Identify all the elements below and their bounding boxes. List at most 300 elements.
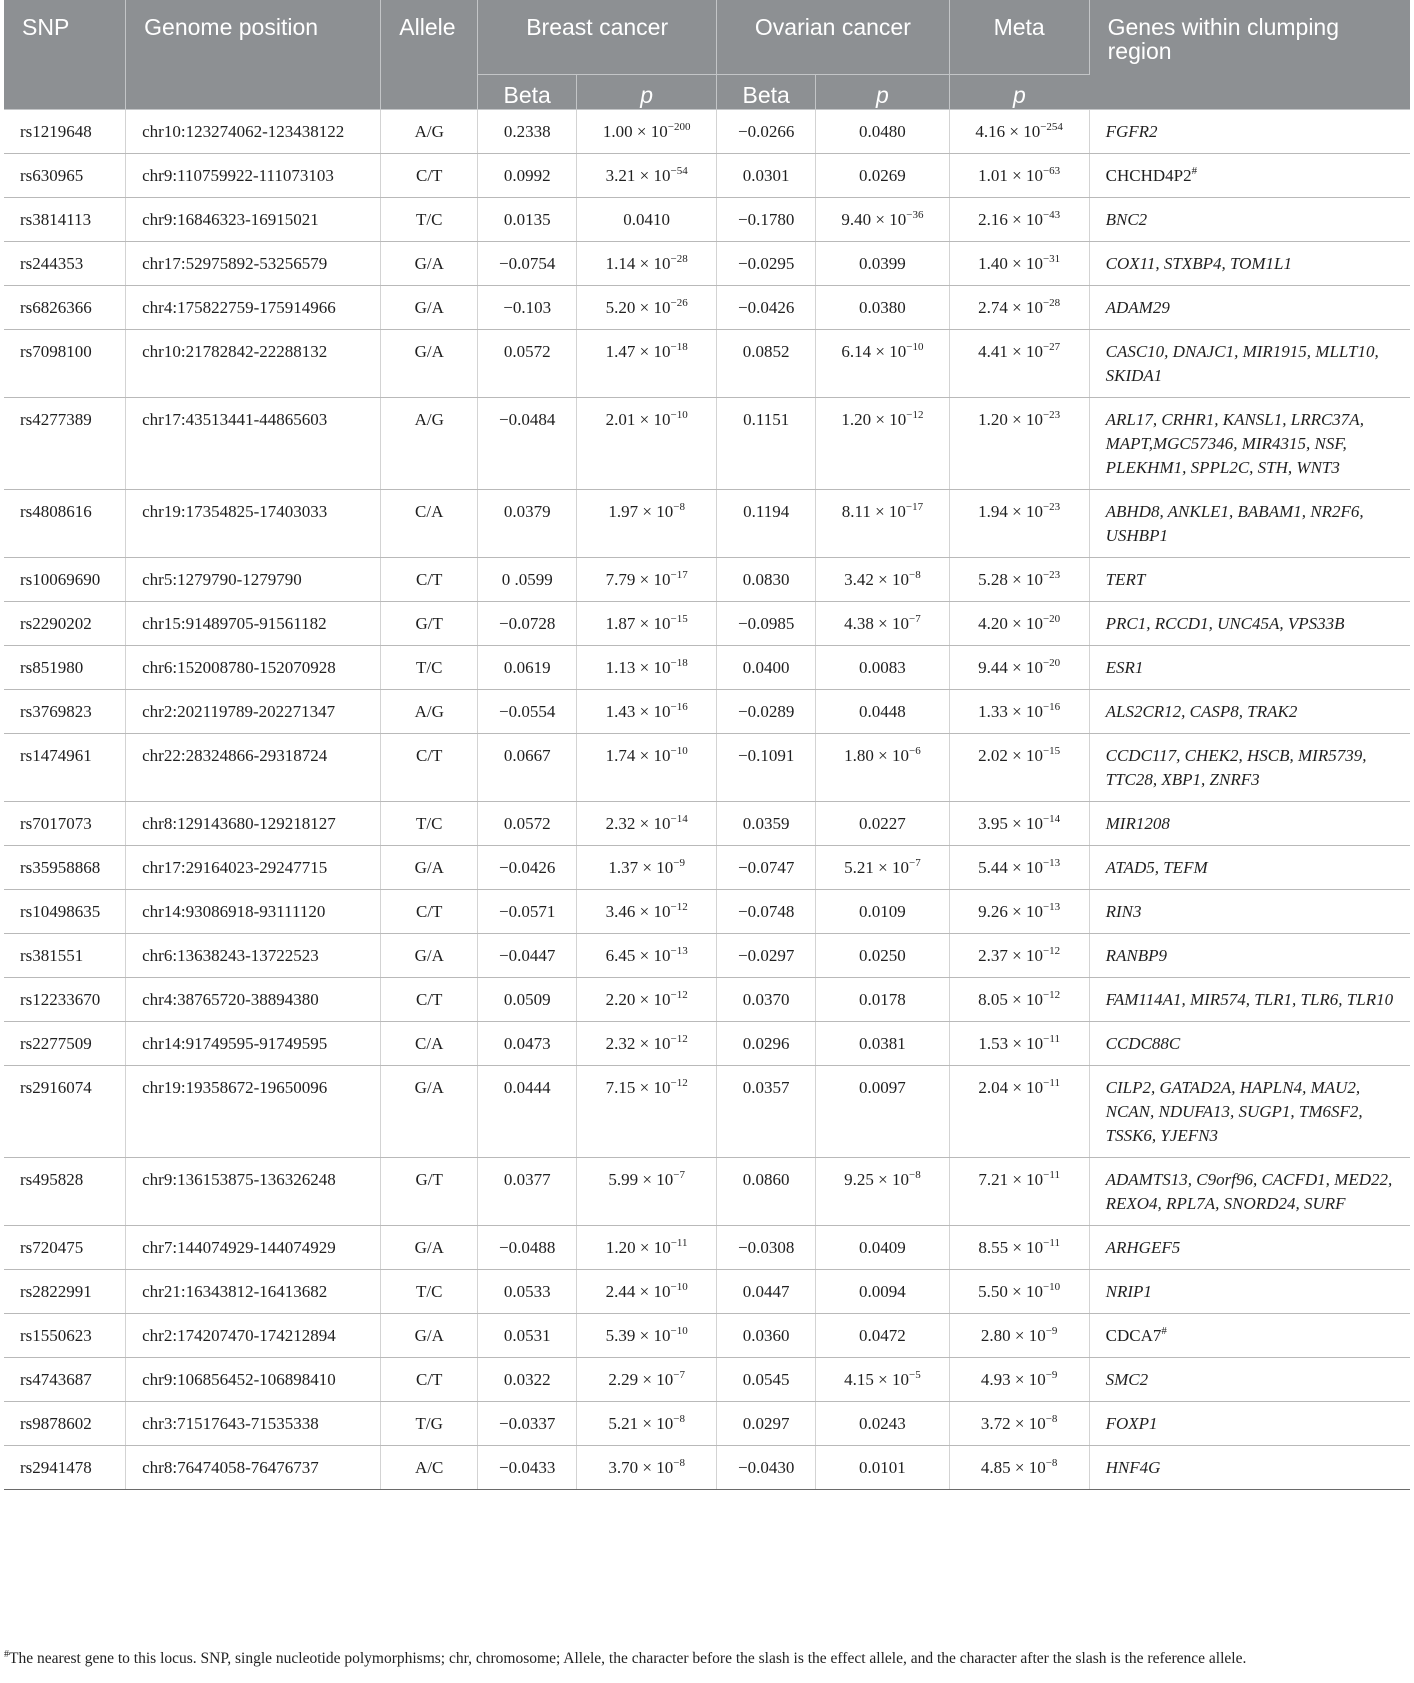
snp-cell: rs9878602 bbox=[4, 1402, 126, 1446]
breast-p-cell-exponent: −7 bbox=[673, 1369, 685, 1381]
genes-cell bbox=[1089, 646, 1410, 690]
snp-cell: rs4808616 bbox=[4, 490, 126, 558]
meta-p-cell-exponent: −11 bbox=[1043, 1077, 1060, 1089]
genome-position-cell: chr17:43513441-44865603 bbox=[126, 398, 381, 490]
allele-cell: A/C bbox=[381, 1446, 478, 1490]
table-row bbox=[4, 1314, 1410, 1358]
table-row bbox=[4, 646, 1410, 690]
table-row bbox=[4, 154, 1410, 198]
genome-position-cell: chr9:136153875-136326248 bbox=[126, 1158, 381, 1226]
meta-p-cell-value: 2.16 × 10 bbox=[978, 210, 1043, 229]
genes-cell bbox=[1089, 398, 1410, 490]
genes-cell bbox=[1089, 1314, 1410, 1358]
genes-cell bbox=[1089, 242, 1410, 286]
breast-p-cell-value: 0.0410 bbox=[623, 210, 671, 229]
breast-p-cell-exponent: −8 bbox=[673, 1413, 685, 1425]
snp-cell: rs4277389 bbox=[4, 398, 126, 490]
table-row bbox=[4, 558, 1410, 602]
allele-cell: G/A bbox=[381, 1066, 478, 1158]
genome-position-cell: chr9:106856452-106898410 bbox=[126, 1358, 381, 1402]
ovarian-p-cell bbox=[816, 734, 949, 802]
ovarian-p-cell-value: 4.38 × 10 bbox=[844, 614, 909, 633]
ovarian-p-cell-value: 6.14 × 10 bbox=[841, 342, 907, 361]
breast-beta-cell: 0.0509 bbox=[478, 978, 577, 1022]
genes-text: CCDC117, CHEK2, HSCB, MIR5739, TTC28, XBP1, ZNRF3 bbox=[1105, 746, 1367, 789]
breast-p-cell-value: 6.45 × 10 bbox=[605, 946, 671, 965]
snp-cell: rs7098100 bbox=[4, 330, 126, 398]
genes-cell bbox=[1089, 1446, 1410, 1490]
genes-cell bbox=[1089, 558, 1410, 602]
breast-beta-cell: 0.0619 bbox=[478, 646, 577, 690]
meta-p-cell-value: 4.85 × 10 bbox=[980, 1458, 1046, 1477]
meta-p-cell-exponent: −27 bbox=[1042, 341, 1061, 353]
allele-cell: C/T bbox=[381, 890, 478, 934]
genome-position-cell: chr10:123274062-123438122 bbox=[126, 110, 381, 154]
allele-cell: G/A bbox=[381, 1226, 478, 1270]
ovarian-p-cell-value: 1.80 × 10 bbox=[844, 746, 909, 765]
meta-p-cell-exponent: −16 bbox=[1042, 701, 1061, 713]
meta-p-cell-value: 5.28 × 10 bbox=[978, 570, 1043, 589]
breast-p-cell-value: 1.37 × 10 bbox=[608, 858, 674, 877]
allele-cell: G/A bbox=[381, 846, 478, 890]
meta-p-cell bbox=[949, 398, 1089, 490]
ovarian-beta-cell: 0.0860 bbox=[717, 1158, 816, 1226]
breast-p-cell-exponent: −28 bbox=[670, 253, 688, 265]
table-row bbox=[4, 198, 1410, 242]
meta-p-cell-value: 4.20 × 10 bbox=[978, 614, 1043, 633]
ovarian-p-cell bbox=[816, 1270, 949, 1314]
footnote-text: The nearest gene to this locus. SNP, single nucleotide polymorphisms; chr, chromosome; Allele, the character before the slash is the effect allele, and the character after the slash is the reference allele. bbox=[9, 1650, 1247, 1667]
meta-p-cell bbox=[949, 198, 1089, 242]
meta-p-cell bbox=[949, 1358, 1089, 1402]
ovarian-beta-cell: 0.0545 bbox=[717, 1358, 816, 1402]
ovarian-p-cell bbox=[816, 1066, 949, 1158]
meta-p-cell-exponent: −10 bbox=[1042, 1281, 1061, 1293]
snp-cell: rs10498635 bbox=[4, 890, 126, 934]
breast-p-cell bbox=[577, 978, 717, 1022]
ovarian-p-cell-value: 0.0243 bbox=[859, 1414, 906, 1433]
ovarian-beta-cell: −0.0308 bbox=[717, 1226, 816, 1270]
table-row bbox=[4, 110, 1410, 154]
allele-cell: T/C bbox=[381, 1270, 478, 1314]
meta-p-cell bbox=[949, 1446, 1089, 1490]
meta-p-cell bbox=[949, 1158, 1089, 1226]
breast-p-cell-value: 1.43 × 10 bbox=[605, 702, 671, 721]
ovarian-beta-cell: −0.1780 bbox=[717, 198, 816, 242]
genes-cell bbox=[1089, 802, 1410, 846]
ovarian-p-cell-exponent: −8 bbox=[908, 1169, 921, 1181]
genes-text: HNF4G bbox=[1105, 1458, 1161, 1477]
ovarian-p-cell-value: 0.0250 bbox=[859, 946, 906, 965]
genome-position-cell: chr5:1279790-1279790 bbox=[126, 558, 381, 602]
ovarian-p-cell bbox=[816, 602, 949, 646]
genes-text: TERT bbox=[1105, 570, 1146, 589]
genes-cell bbox=[1089, 1270, 1410, 1314]
ovarian-p-cell-value: 0.0109 bbox=[859, 902, 906, 921]
meta-p-cell-exponent: −23 bbox=[1042, 409, 1061, 421]
ovarian-p-cell bbox=[816, 978, 949, 1022]
breast-beta-cell: 0.0444 bbox=[478, 1066, 577, 1158]
meta-p-cell-exponent: −9 bbox=[1045, 1325, 1058, 1337]
breast-p-cell-exponent: −16 bbox=[670, 701, 688, 713]
table-row bbox=[4, 734, 1410, 802]
table-row bbox=[4, 802, 1410, 846]
allele-cell: G/A bbox=[381, 286, 478, 330]
ovarian-p-cell bbox=[816, 1158, 949, 1226]
meta-p-cell-exponent: −43 bbox=[1042, 209, 1061, 221]
meta-p-cell bbox=[949, 978, 1089, 1022]
genes-cell bbox=[1089, 602, 1410, 646]
genes-cell bbox=[1089, 890, 1410, 934]
table-row bbox=[4, 846, 1410, 890]
breast-beta-cell: 0.0531 bbox=[478, 1314, 577, 1358]
breast-p-cell-value: 5.39 × 10 bbox=[605, 1326, 671, 1345]
ovarian-beta-cell: −0.0295 bbox=[717, 242, 816, 286]
breast-p-cell-value: 5.21 × 10 bbox=[608, 1414, 674, 1433]
snp-cell: rs35958868 bbox=[4, 846, 126, 890]
meta-p-cell-exponent: −8 bbox=[1045, 1413, 1058, 1425]
header-snp: SNP bbox=[4, 0, 126, 110]
ovarian-beta-cell: 0.0400 bbox=[717, 646, 816, 690]
genes-text: RANBP9 bbox=[1105, 946, 1168, 965]
genes-cell bbox=[1089, 978, 1410, 1022]
allele-cell: G/T bbox=[381, 1158, 478, 1226]
genome-position-cell: chr22:28324866-29318724 bbox=[126, 734, 381, 802]
footnote-mark: # bbox=[4, 1649, 9, 1660]
table-row bbox=[4, 490, 1410, 558]
table-row bbox=[4, 242, 1410, 286]
ovarian-p-cell bbox=[816, 1226, 949, 1270]
genome-position-cell: chr6:152008780-152070928 bbox=[126, 646, 381, 690]
breast-p-cell-exponent: −54 bbox=[670, 165, 688, 177]
breast-beta-cell: 0.0667 bbox=[478, 734, 577, 802]
genome-position-cell: chr14:93086918-93111120 bbox=[126, 890, 381, 934]
table-row bbox=[4, 934, 1410, 978]
snp-cell: rs244353 bbox=[4, 242, 126, 286]
meta-p-cell bbox=[949, 242, 1089, 286]
ovarian-p-cell-value: 1.20 × 10 bbox=[841, 410, 907, 429]
footnote bbox=[4, 1650, 1410, 1668]
meta-p-cell-value: 2.37 × 10 bbox=[978, 946, 1043, 965]
genome-position-cell: chr2:174207470-174212894 bbox=[126, 1314, 381, 1358]
breast-p-cell-exponent: −12 bbox=[670, 1033, 688, 1045]
genome-position-cell: chr9:16846323-16915021 bbox=[126, 198, 381, 242]
ovarian-p-cell bbox=[816, 846, 949, 890]
allele-cell: C/A bbox=[381, 1022, 478, 1066]
meta-p-cell-exponent: −11 bbox=[1043, 1033, 1060, 1045]
meta-p-cell bbox=[949, 734, 1089, 802]
meta-p-cell bbox=[949, 602, 1089, 646]
genome-position-cell: chr8:76474058-76476737 bbox=[126, 1446, 381, 1490]
ovarian-p-cell-exponent: −5 bbox=[908, 1369, 921, 1381]
breast-p-cell-exponent: −26 bbox=[670, 297, 688, 309]
snp-results-table bbox=[4, 0, 1410, 1490]
snp-cell: rs495828 bbox=[4, 1158, 126, 1226]
table-header bbox=[4, 0, 1410, 110]
ovarian-p-cell bbox=[816, 1402, 949, 1446]
breast-p-cell-value: 2.20 × 10 bbox=[605, 990, 671, 1009]
genes-cell bbox=[1089, 330, 1410, 398]
genome-position-cell: chr4:175822759-175914966 bbox=[126, 286, 381, 330]
meta-p-cell bbox=[949, 846, 1089, 890]
table-row bbox=[4, 1226, 1410, 1270]
genome-position-cell: chr19:17354825-17403033 bbox=[126, 490, 381, 558]
breast-p-cell-exponent: −12 bbox=[670, 1077, 688, 1089]
table-row bbox=[4, 398, 1410, 490]
table-row bbox=[4, 330, 1410, 398]
ovarian-beta-cell: 0.0830 bbox=[717, 558, 816, 602]
genes-text: ATAD5, TEFM bbox=[1105, 858, 1208, 877]
breast-p-cell-exponent: −12 bbox=[670, 901, 688, 913]
ovarian-beta-cell: −0.0985 bbox=[717, 602, 816, 646]
meta-p-cell bbox=[949, 934, 1089, 978]
snp-cell: rs1219648 bbox=[4, 110, 126, 154]
meta-p-cell-exponent: −13 bbox=[1042, 901, 1061, 913]
meta-p-cell bbox=[949, 490, 1089, 558]
breast-beta-cell: 0.2338 bbox=[478, 110, 577, 154]
breast-p-cell-value: 3.21 × 10 bbox=[605, 166, 671, 185]
meta-p-cell-value: 3.95 × 10 bbox=[978, 814, 1043, 833]
meta-p-cell bbox=[949, 330, 1089, 398]
header-meta-p: p bbox=[949, 75, 1089, 110]
meta-p-cell bbox=[949, 1270, 1089, 1314]
breast-p-cell-value: 2.29 × 10 bbox=[608, 1370, 674, 1389]
ovarian-p-cell bbox=[816, 154, 949, 198]
meta-p-cell-value: 9.26 × 10 bbox=[978, 902, 1043, 921]
allele-cell: T/C bbox=[381, 646, 478, 690]
ovarian-p-cell-exponent: −7 bbox=[908, 613, 921, 625]
breast-p-cell bbox=[577, 602, 717, 646]
genes-cell bbox=[1089, 1158, 1410, 1226]
allele-cell: T/G bbox=[381, 1402, 478, 1446]
breast-beta-cell: 0.0533 bbox=[478, 1270, 577, 1314]
table-body bbox=[4, 110, 1410, 1490]
breast-beta-cell: 0.0377 bbox=[478, 1158, 577, 1226]
genome-position-cell: chr14:91749595-91749595 bbox=[126, 1022, 381, 1066]
ovarian-p-cell-value: 0.0448 bbox=[859, 702, 906, 721]
ovarian-p-cell-value: 9.25 × 10 bbox=[844, 1170, 909, 1189]
breast-beta-cell: −0.0488 bbox=[478, 1226, 577, 1270]
breast-p-cell bbox=[577, 1446, 717, 1490]
breast-p-cell bbox=[577, 1066, 717, 1158]
breast-p-cell bbox=[577, 330, 717, 398]
genes-cell bbox=[1089, 734, 1410, 802]
breast-p-cell bbox=[577, 286, 717, 330]
genes-text: FGFR2 bbox=[1105, 122, 1158, 141]
breast-p-cell-value: 2.32 × 10 bbox=[605, 1034, 671, 1053]
genome-position-cell: chr17:29164023-29247715 bbox=[126, 846, 381, 890]
ovarian-p-cell bbox=[816, 1314, 949, 1358]
breast-p-cell-value: 1.00 × 10 bbox=[602, 122, 668, 141]
meta-p-cell bbox=[949, 1066, 1089, 1158]
allele-cell: C/T bbox=[381, 1358, 478, 1402]
table-row bbox=[4, 602, 1410, 646]
ovarian-beta-cell: 0.1194 bbox=[717, 490, 816, 558]
header-breast-p: p bbox=[577, 75, 717, 110]
header-breast-cancer: Breast cancer bbox=[478, 0, 717, 75]
breast-beta-cell: −0.0447 bbox=[478, 934, 577, 978]
meta-p-cell bbox=[949, 690, 1089, 734]
ovarian-p-cell bbox=[816, 398, 949, 490]
allele-cell: C/T bbox=[381, 558, 478, 602]
genome-position-cell: chr9:110759922-111073103 bbox=[126, 154, 381, 198]
ovarian-p-cell bbox=[816, 1358, 949, 1402]
breast-p-cell bbox=[577, 690, 717, 734]
ovarian-p-cell bbox=[816, 1446, 949, 1490]
breast-p-cell-exponent: −10 bbox=[670, 409, 688, 421]
allele-cell: C/A bbox=[381, 490, 478, 558]
meta-p-cell-value: 8.55 × 10 bbox=[978, 1238, 1044, 1257]
genes-text: BNC2 bbox=[1105, 210, 1148, 229]
breast-p-cell bbox=[577, 1158, 717, 1226]
snp-cell: rs3814113 bbox=[4, 198, 126, 242]
breast-p-cell bbox=[577, 1402, 717, 1446]
genes-text: FAM114A1, MIR574, TLR1, TLR6, TLR10 bbox=[1105, 990, 1394, 1009]
allele-cell: G/T bbox=[381, 602, 478, 646]
breast-beta-cell: −0.0728 bbox=[478, 602, 577, 646]
breast-p-cell bbox=[577, 490, 717, 558]
genes-cell bbox=[1089, 490, 1410, 558]
ovarian-p-cell-value: 0.0178 bbox=[859, 990, 906, 1009]
meta-p-cell-value: 1.53 × 10 bbox=[978, 1034, 1044, 1053]
breast-p-cell-exponent: −11 bbox=[670, 1237, 688, 1249]
genes-cell bbox=[1089, 1358, 1410, 1402]
breast-p-cell-exponent: −9 bbox=[673, 857, 685, 869]
nearest-gene-mark: # bbox=[1161, 1325, 1167, 1337]
breast-p-cell-value: 1.97 × 10 bbox=[608, 502, 674, 521]
ovarian-p-cell-value: 0.0472 bbox=[859, 1326, 906, 1345]
meta-p-cell-exponent: −63 bbox=[1042, 165, 1061, 177]
breast-p-cell-exponent: −10 bbox=[670, 1325, 688, 1337]
ovarian-p-cell-value: 5.21 × 10 bbox=[844, 858, 909, 877]
header-meta: Meta bbox=[949, 0, 1089, 75]
breast-beta-cell: 0.0379 bbox=[478, 490, 577, 558]
breast-p-cell bbox=[577, 398, 717, 490]
breast-p-cell bbox=[577, 154, 717, 198]
breast-beta-cell: −0.0554 bbox=[478, 690, 577, 734]
ovarian-p-cell-value: 0.0101 bbox=[859, 1458, 906, 1477]
genes-cell bbox=[1089, 1226, 1410, 1270]
allele-cell: A/G bbox=[381, 398, 478, 490]
genes-text: COX11, STXBP4, TOM1L1 bbox=[1105, 254, 1293, 273]
breast-p-cell-value: 1.13 × 10 bbox=[605, 658, 671, 677]
allele-cell: T/C bbox=[381, 802, 478, 846]
meta-p-cell-value: 5.50 × 10 bbox=[978, 1282, 1043, 1301]
genes-text: ADAM29 bbox=[1105, 298, 1170, 317]
breast-p-cell-value: 7.79 × 10 bbox=[605, 570, 671, 589]
meta-p-cell-exponent: −23 bbox=[1042, 501, 1061, 513]
breast-p-cell-exponent: −200 bbox=[667, 121, 691, 133]
ovarian-p-cell bbox=[816, 286, 949, 330]
breast-beta-cell: −0.0433 bbox=[478, 1446, 577, 1490]
genes-text: FOXP1 bbox=[1105, 1414, 1158, 1433]
ovarian-beta-cell: 0.0301 bbox=[717, 154, 816, 198]
meta-p-cell-exponent: −8 bbox=[1045, 1457, 1058, 1469]
ovarian-p-cell bbox=[816, 110, 949, 154]
breast-p-cell-exponent: −14 bbox=[670, 813, 688, 825]
genes-text: PRC1, RCCD1, UNC45A, VPS33B bbox=[1105, 614, 1345, 633]
meta-p-cell-value: 1.20 × 10 bbox=[978, 410, 1043, 429]
ovarian-beta-cell: −0.0430 bbox=[717, 1446, 816, 1490]
meta-p-cell-exponent: −12 bbox=[1042, 945, 1061, 957]
ovarian-p-cell bbox=[816, 890, 949, 934]
ovarian-p-cell-value: 0.0399 bbox=[859, 254, 906, 273]
ovarian-p-cell-value: 0.0083 bbox=[859, 658, 906, 677]
meta-p-cell bbox=[949, 1314, 1089, 1358]
ovarian-beta-cell: 0.0370 bbox=[717, 978, 816, 1022]
breast-p-cell bbox=[577, 890, 717, 934]
header-genes: Genes within clumping region bbox=[1089, 0, 1410, 110]
meta-p-cell-value: 4.41 × 10 bbox=[978, 342, 1043, 361]
breast-p-cell-value: 2.32 × 10 bbox=[605, 814, 671, 833]
meta-p-cell-value: 2.04 × 10 bbox=[978, 1078, 1044, 1097]
ovarian-p-cell-value: 0.0097 bbox=[859, 1078, 906, 1097]
genes-text: CCDC88C bbox=[1105, 1034, 1181, 1053]
breast-p-cell-value: 2.01 × 10 bbox=[605, 410, 671, 429]
meta-p-cell-exponent: −9 bbox=[1045, 1369, 1058, 1381]
genes-cell bbox=[1089, 286, 1410, 330]
allele-cell: A/G bbox=[381, 110, 478, 154]
genome-position-cell: chr2:202119789-202271347 bbox=[126, 690, 381, 734]
breast-p-cell-exponent: −17 bbox=[670, 569, 688, 581]
meta-p-cell-value: 3.72 × 10 bbox=[980, 1414, 1046, 1433]
genes-text: ARHGEF5 bbox=[1105, 1238, 1181, 1257]
ovarian-p-cell bbox=[816, 1022, 949, 1066]
table-row bbox=[4, 690, 1410, 734]
breast-p-cell-value: 1.47 × 10 bbox=[605, 342, 671, 361]
breast-p-cell bbox=[577, 110, 717, 154]
meta-p-cell-exponent: −15 bbox=[1042, 745, 1061, 757]
meta-p-cell-value: 2.02 × 10 bbox=[978, 746, 1043, 765]
snp-cell: rs2916074 bbox=[4, 1066, 126, 1158]
breast-p-cell bbox=[577, 646, 717, 690]
ovarian-p-cell-exponent: −7 bbox=[908, 857, 921, 869]
allele-cell: C/T bbox=[381, 154, 478, 198]
breast-p-cell-value: 1.87 × 10 bbox=[605, 614, 671, 633]
results-table-container bbox=[4, 0, 1410, 1490]
breast-p-cell bbox=[577, 1358, 717, 1402]
snp-cell: rs720475 bbox=[4, 1226, 126, 1270]
table-row bbox=[4, 1066, 1410, 1158]
genes-text: RIN3 bbox=[1105, 902, 1142, 921]
ovarian-beta-cell: −0.0748 bbox=[717, 890, 816, 934]
breast-p-cell-exponent: −13 bbox=[670, 945, 688, 957]
breast-p-cell bbox=[577, 1022, 717, 1066]
ovarian-p-cell-value: 0.0381 bbox=[859, 1034, 906, 1053]
meta-p-cell-exponent: −23 bbox=[1042, 569, 1061, 581]
breast-beta-cell: −0.0426 bbox=[478, 846, 577, 890]
allele-cell: G/A bbox=[381, 242, 478, 286]
ovarian-beta-cell: 0.0360 bbox=[717, 1314, 816, 1358]
breast-p-cell-exponent: −8 bbox=[673, 1457, 685, 1469]
genes-cell bbox=[1089, 198, 1410, 242]
allele-cell: C/T bbox=[381, 978, 478, 1022]
breast-beta-cell: 0.0992 bbox=[478, 154, 577, 198]
breast-beta-cell: 0.0572 bbox=[478, 802, 577, 846]
breast-p-cell bbox=[577, 1226, 717, 1270]
meta-p-cell-exponent: −20 bbox=[1042, 657, 1061, 669]
meta-p-cell-value: 2.80 × 10 bbox=[980, 1326, 1046, 1345]
meta-p-cell-value: 7.21 × 10 bbox=[978, 1170, 1044, 1189]
table-row bbox=[4, 978, 1410, 1022]
meta-p-cell-exponent: −11 bbox=[1043, 1169, 1060, 1181]
genes-text: SMC2 bbox=[1105, 1370, 1149, 1389]
meta-p-cell-exponent: −13 bbox=[1042, 857, 1061, 869]
snp-cell: rs1550623 bbox=[4, 1314, 126, 1358]
genome-position-cell: chr4:38765720-38894380 bbox=[126, 978, 381, 1022]
allele-cell: A/G bbox=[381, 690, 478, 734]
genes-cell bbox=[1089, 154, 1410, 198]
